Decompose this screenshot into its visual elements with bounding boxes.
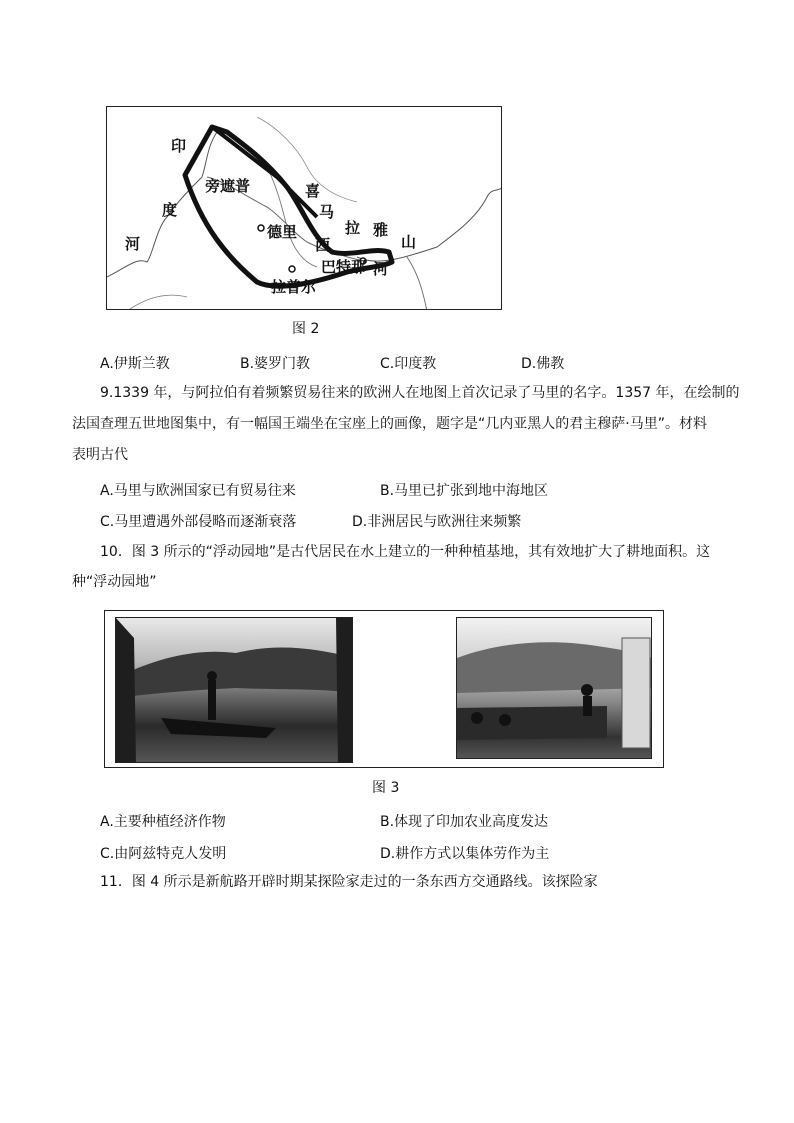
photo-figure	[104, 610, 664, 768]
map-label-zhenapu: 旁遮普	[205, 177, 251, 195]
map-label-la: 拉	[345, 219, 361, 237]
floating-garden-photo-right	[456, 617, 652, 759]
map-label-xi: 喜	[305, 182, 321, 200]
q9-option-a: A.马里与欧洲国家已有贸易往来	[100, 483, 296, 499]
q9-line-3: 表明古代	[72, 447, 128, 463]
q9-line-1: 9.1339 年，与阿拉伯有着频繁贸易往来的欧洲人在地图上首次记录了马里的名字。1357 年，在绘制的	[100, 385, 740, 401]
map-label-deli: 德里	[267, 223, 298, 241]
map-label-shan: 山	[401, 233, 417, 251]
map-label-si: 西	[315, 236, 331, 254]
q9-option-c: C.马里遭遇外部侵略而逐渐衰落	[100, 514, 297, 530]
map-label-lapuer: 拉普尔	[271, 278, 317, 296]
map-figure	[106, 106, 502, 310]
q8-option-b: B.婆罗门教	[240, 356, 311, 372]
q10-line-1: 10．图 3 所示的“浮动园地”是古代居民在水上建立的一种种植基地，其有效地扩大了耕地面积。这	[100, 544, 711, 560]
q10-option-b: B.体现了印加农业高度发达	[380, 814, 549, 830]
map-label-ya: 雅	[373, 221, 389, 239]
floating-garden-photo-left	[115, 617, 353, 763]
map-label-batena: 巴特那	[321, 258, 367, 276]
map-label-he-right: 河	[373, 260, 389, 278]
q10-option-c: C.由阿兹特克人发明	[100, 846, 227, 862]
q9-line-2: 法国查理五世地图集中，有一幅国王端坐在宝座上的画像，题字是“几内亚黑人的君主穆萨·马里”。材料	[72, 416, 707, 432]
q8-option-c: C.印度教	[380, 356, 437, 372]
q8-option-a: A.伊斯兰教	[100, 356, 170, 372]
q9-option-b: B.马里已扩张到地中海地区	[380, 483, 549, 499]
q11-line-1: 11．图 4 所示是新航路开辟时期某探险家走过的一条东西方交通路线。该探险家	[100, 874, 598, 890]
map-label-he-left: 河	[125, 235, 141, 253]
figure-caption-3: 图 3	[372, 780, 400, 796]
map-label-du: 度	[162, 201, 178, 219]
q10-option-a: A.主要种植经济作物	[100, 814, 226, 830]
q10-option-d: D.耕作方式以集体劳作为主	[380, 846, 550, 862]
q8-option-d: D.佛教	[521, 356, 565, 372]
map-label-yin: 印	[171, 137, 187, 155]
q10-line-2: 种“浮动园地”	[72, 574, 157, 590]
figure-caption-2: 图 2	[292, 321, 320, 337]
map-label-ma: 马	[319, 203, 335, 221]
q9-option-d: D.非洲居民与欧洲往来频繁	[352, 514, 522, 530]
